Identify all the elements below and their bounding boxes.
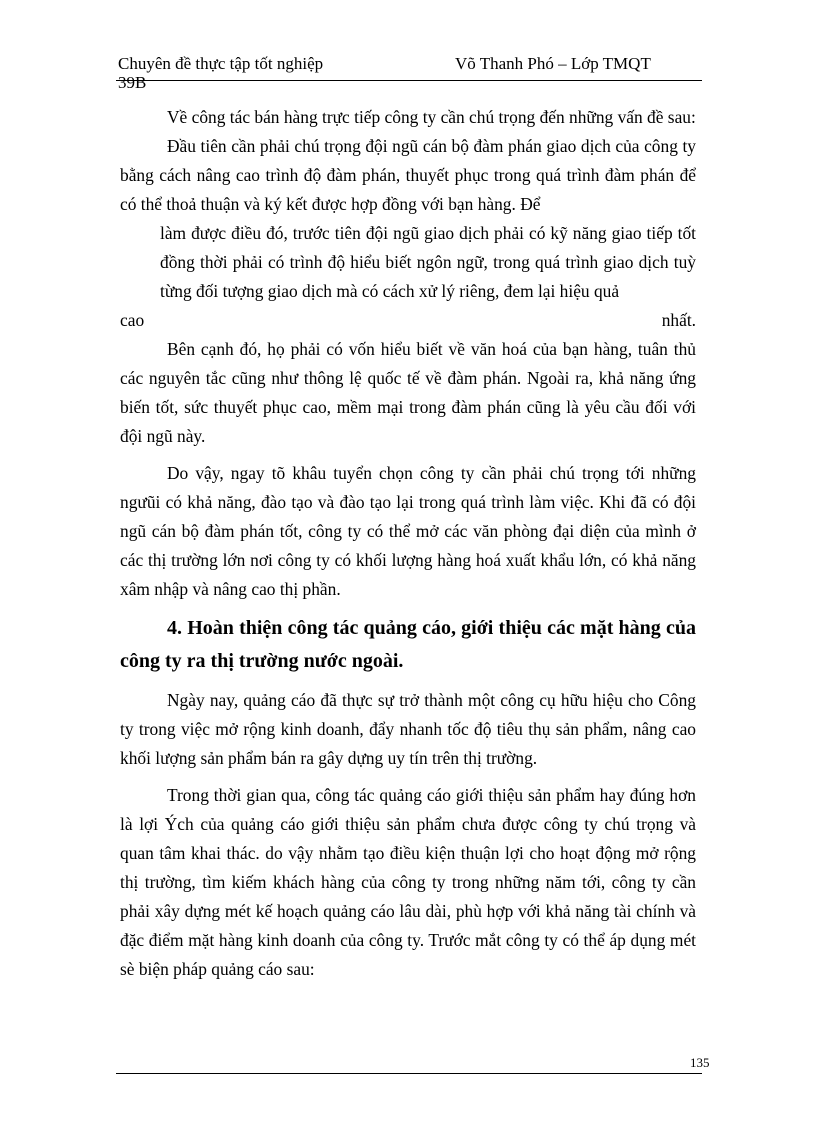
- header-divider: [116, 80, 702, 81]
- page-number: 135: [690, 1055, 710, 1070]
- paragraph-skills: [120, 219, 696, 335]
- paragraph-skills-last-line: [120, 306, 696, 335]
- paragraph-advertising: Ngày nay, quảng cáo đã thực sự trở thành một công cụ hữu hiệu cho Công ty trong việc mở rộng kinh doanh, đẩy nhanh tốc độ tiêu thụ sản phẩm, nâng cao khối lượng sản phẩm bán ra gây dựng uy tín trên thị trường.: [120, 690, 696, 768]
- paragraph-recruitment: Do vậy, ngay tõ khâu tuyển chọn công ty cần phải chú trọng tới những ngưũi có khả năng, đào tạo và đào tạo lại trong quá trình làm việc. Khi đã có đội ngũ cán bộ đàm phán tốt, công ty có thể mở các văn phòng đại diện của mình ở các thị trường lớn nơi công ty có khối lượng hàng hoá xuất khẩu lớn, có khả năng xâm nhập và nâng cao thị phần.: [120, 463, 696, 599]
- header-title: Chuyên đề thực tập tốt nghiệp: [118, 54, 324, 73]
- section-heading: 4. Hoàn thiện công tác quảng cáo, giới thiệu các mặt hàng của công ty ra thị trường nước ngoài.: [120, 617, 696, 672]
- footer-divider: [116, 1073, 702, 1074]
- paragraph-advertising-plan: Trong thời gian qua, công tác quảng cáo giới thiệu sản phẩm hay đúng hơn là lợi Ých của quảng cáo giới thiệu sản phẩm chưa được công ty chú trọng và quan tâm khai thác. do vậy nhằm tạo điều kiện thuận lợi cho hoạt động mở rộng thị trường, tìm kiếm khách hàng của công ty trong những năm tới, công ty cần phải xây dựng mét kế hoạch quảng cáo lâu dài, phù hợp với khả năng tài chính và đặc điểm mặt hàng kinh doanh của công ty. Trước mắt công ty có thể áp dụng mét sè biện pháp quảng cáo sau:: [120, 785, 696, 979]
- paragraph-culture: Bên cạnh đó, họ phải có vốn hiểu biết về văn hoá của bạn hàng, tuân thủ các nguyên tắc cũng như thông lệ quốc tế về đàm phán. Ngoài ra, khả năng ứng biến tốt, sức thuyết phục cao, mềm mại trong đàm phán cũng là yêu cầu đối với đội ngũ này.: [120, 339, 696, 446]
- paragraph-negotiation-team: Đầu tiên cần phải chú trọng đội ngũ cán bộ đàm phán giao dịch của công ty bằng cách nâng cao trình độ đàm phán, thuyết phục trong quá trình đàm phán để có thể thoả thuận và ký kết được hợp đồng với bạn hàng. Để: [120, 136, 696, 214]
- document-body: [120, 103, 696, 984]
- header-author: Võ Thanh Phó – Lớp TMQT: [455, 54, 651, 73]
- paragraph-skills-text: làm được điều đó, trước tiên đội ngũ giao dịch phải có kỹ năng giao tiếp tốt đồng thời phải có trình độ hiểu biết ngôn ngữ, trong quá trình giao dịch tuỳ từng đối tượng giao dịch mà có cách xử lý riêng, đem lại hiệu quả: [160, 223, 696, 301]
- paragraph-direct-sales: Về công tác bán hàng trực tiếp công ty cần chú trọng đến những vấn đề sau:: [167, 107, 696, 127]
- header-class-continuation: 39B: [118, 73, 147, 92]
- paragraph-skills-end-right: nhất.: [661, 310, 696, 330]
- paragraph-skills-end-left: cao: [120, 310, 145, 330]
